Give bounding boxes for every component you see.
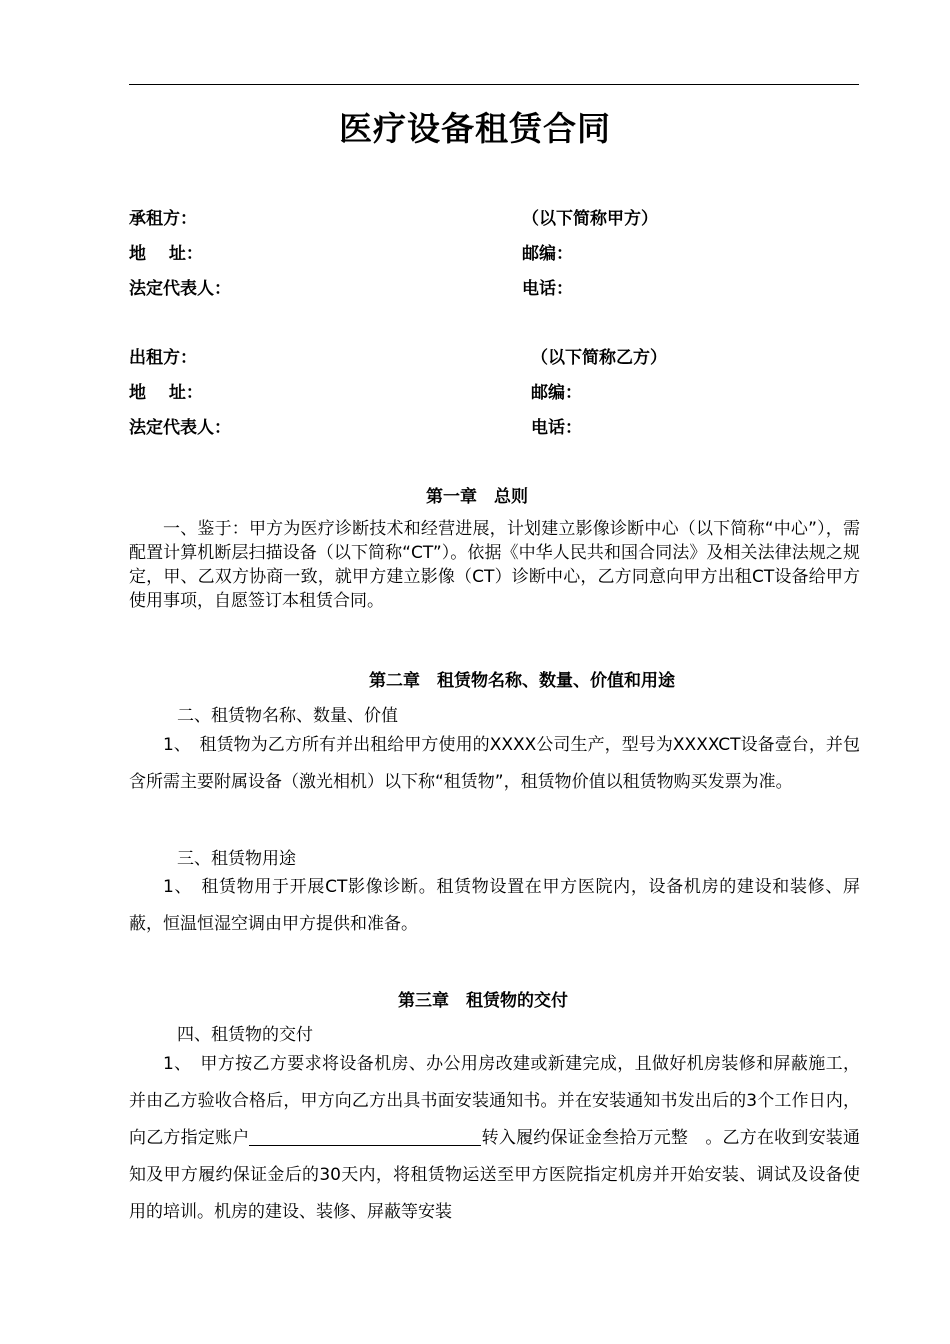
- section-3-title: 三、租赁物用途: [177, 849, 296, 869]
- lessor-name-label: 出租方：: [129, 348, 197, 368]
- chapter-2-heading: 第二章 租赁物名称、数量、价值和用途: [369, 671, 675, 691]
- lessee-name-label: 承租方：: [129, 209, 197, 229]
- lessor-address-label: 地 址：: [129, 383, 203, 403]
- header-rule: [129, 84, 859, 85]
- chapter-1-paragraph: 一、鉴于：甲方为医疗诊断技术和经营进展，计划建立影像诊断中心（以下简称“中心”），需配置计算机断层扫描设备（以下简称“CT”）。依据《中华人民共和国合同法》及相关法律法规之规定，甲、乙双方协商一致，就甲方建立影像（CT）诊断中心，乙方同意向甲方出租CT设备给甲方使用事项，自愿签订本租赁合同。: [129, 519, 860, 611]
- lessor-rep-label: 法定代表人：: [129, 418, 231, 438]
- account-blank-line: [249, 1128, 481, 1146]
- section-2-title: 二、租赁物名称、数量、价值: [177, 706, 398, 726]
- lessee-postcode-label: 邮编：: [522, 244, 573, 264]
- lessee-phone-label: 电话：: [522, 279, 573, 299]
- chapter-1-heading: 第一章 总则: [426, 487, 528, 507]
- document-title: 医疗设备租赁合同: [339, 109, 611, 148]
- lessee-rep-label: 法定代表人：: [129, 279, 231, 299]
- section-4-item-1-text-a: 1、 甲方按乙方要求将设备机房、办公用房改建或新建完成，且做好机房装修和屏蔽施工，并由乙方验收合格后，甲方向乙方出具书面安装通知书。并在安装通知书发出后的3个工作日内，向乙方指定账户: [129, 1054, 860, 1148]
- lessee-name-note: （以下简称甲方）: [522, 209, 658, 229]
- section-4-item-1: [129, 1046, 860, 1231]
- lessor-phone-label: 电话：: [531, 418, 582, 438]
- chapter-3-heading: 第三章 租赁物的交付: [398, 991, 568, 1011]
- lessee-address-label: 地 址：: [129, 244, 203, 264]
- section-3-item-1: 1、 租赁物用于开展CT影像诊断。租赁物设置在甲方医院内，设备机房的建设和装修、屏蔽，恒温恒湿空调由甲方提供和准备。: [129, 877, 860, 934]
- section-4-title: 四、租赁物的交付: [177, 1025, 313, 1045]
- section-2-item-1: 1、 租赁物为乙方所有并出租给甲方使用的XXXX公司生产，型号为XXXXCT设备壹台，并包含所需主要附属设备（激光相机）以下称“租赁物”，租赁物价值以租赁物购买发票为准。: [129, 735, 860, 792]
- lessor-postcode-label: 邮编：: [531, 383, 582, 403]
- lessor-name-note: （以下简称乙方）: [531, 348, 667, 368]
- section-4-item-1-text-b: 转入履约保证金叁拾万元整 。乙方在收到安装通知及甲方履约保证金后的30天内，将租赁物运送至甲方医院指定机房并开始安装、调试及设备使用的培训。机房的建设、装修、屏蔽等安装: [129, 1128, 861, 1222]
